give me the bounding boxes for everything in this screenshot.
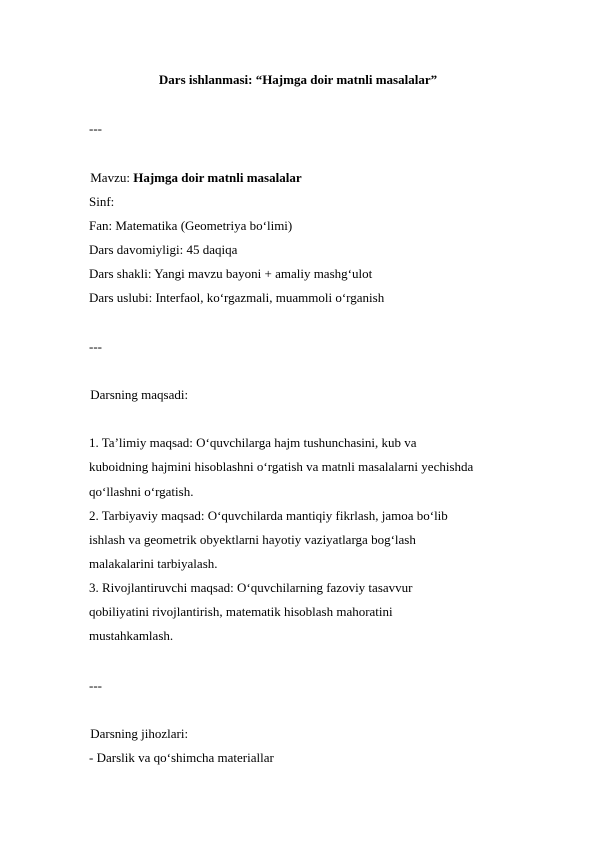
goal-2-line: ishlash va geometrik obyektlarni hayotiy vaziyatlarga bog‘lash bbox=[89, 532, 416, 547]
goal-2-line: malakalarini tarbiyalash. bbox=[89, 556, 218, 571]
goal-3-line: qobiliyatini rivojlantirish, matematik hisoblash mahoratini bbox=[89, 604, 393, 619]
separator: --- bbox=[89, 339, 102, 354]
method-line: Dars uslubi: Interfaol, ko‘rgazmali, muammoli o‘rganish bbox=[89, 290, 385, 305]
topic-label: Mavzu: bbox=[87, 170, 134, 185]
goal-2-line: 2. Tarbiyaviy maqsad: O‘quvchilarda mantiqiy fikrlash, jamoa bo‘lib bbox=[89, 508, 448, 523]
goal-3-line: 3. Rivojlantiruvchi maqsad: O‘quvchilarning fazoviy tasavvur bbox=[89, 580, 413, 595]
subject-line: Fan: Matematika (Geometriya bo‘limi) bbox=[89, 218, 293, 233]
form-line: Dars shakli: Yangi mavzu bayoni + amaliy mashg‘ulot bbox=[89, 266, 373, 281]
goals-heading: Darsning maqsadi: bbox=[87, 387, 189, 402]
duration-line: Dars davomiyligi: 45 daqiqa bbox=[89, 242, 238, 257]
class-line: Sinf: bbox=[89, 194, 115, 209]
goal-1-line: 1. Ta’limiy maqsad: O‘quvchilarga hajm tushunchasini, kub va bbox=[89, 435, 417, 450]
equipment-item: - Darslik va qo‘shimcha materiallar bbox=[89, 750, 274, 765]
equipment-heading: Darsning jihozlari: bbox=[87, 726, 189, 741]
separator: --- bbox=[89, 678, 102, 693]
goal-1-line: qo‘llashni o‘rgatish. bbox=[89, 484, 194, 499]
document-title: Dars ishlanmasi: “Hajmga doir matnli masalalar” bbox=[158, 72, 438, 87]
goal-1-line: kuboidning hajmini hisoblashni o‘rgatish va matnli masalalarni yechishda bbox=[89, 459, 474, 474]
separator: --- bbox=[89, 121, 102, 136]
goal-3-line: mustahkamlash. bbox=[89, 628, 174, 643]
topic-line bbox=[87, 170, 302, 186]
topic-value: Hajmga doir matnli masalalar bbox=[133, 170, 302, 185]
